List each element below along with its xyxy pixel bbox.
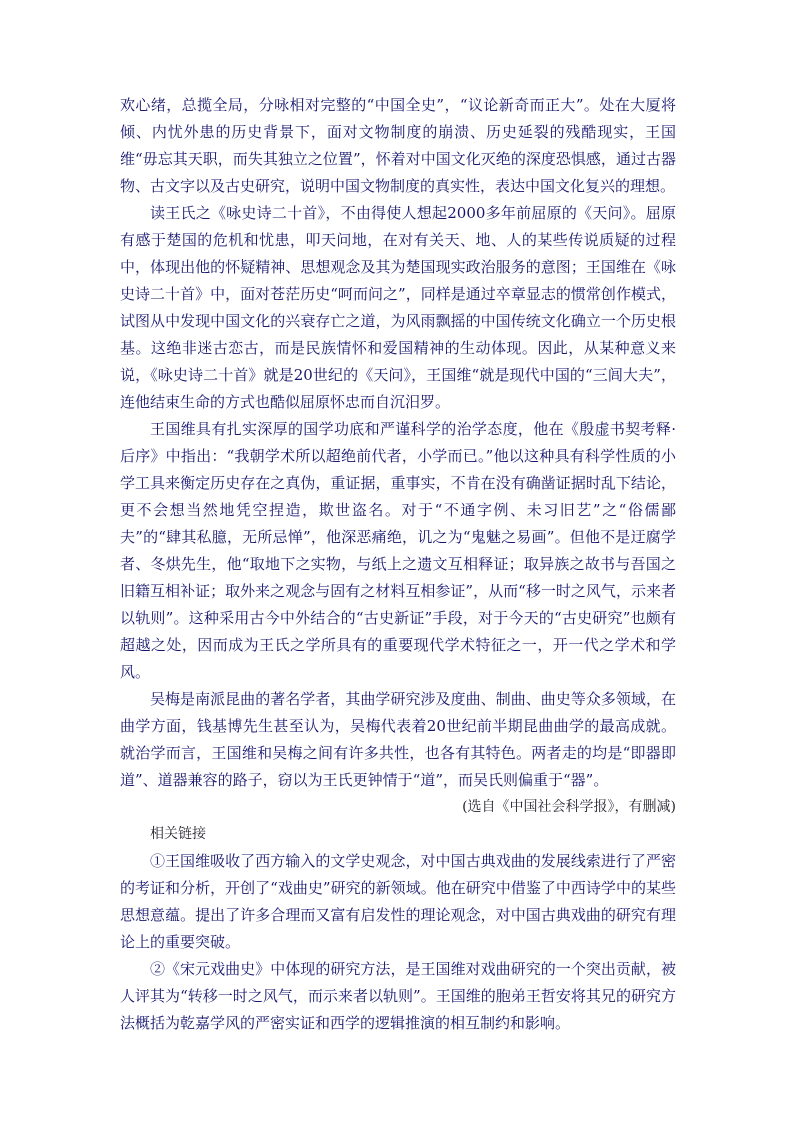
source-citation: (选自《中国社会科学报》，有删减) — [462, 799, 676, 815]
related-link-1: ①王国维吸收了西方输入的文学史观念，对中国古典戏曲的发展线索进行了严密的考证和分析，开创了“戏曲史”研究的新领域。他在研究中借鉴了中西诗学中的某些思想意蕴。提出了许多合理而又富有启发性的理论观念，对中国古典戏曲的研究有理论上的重要突破。 — [120, 852, 676, 951]
article-paragraph-3: 王国维具有扎实深厚的国学功底和严谨科学的治学态度，他在《殷虚书契考释·后序》中指出：“我朝学术所以超绝前代者，小学而已。”他以这种具有科学性质的小学工具来衡定历史存在之真伪，重证据，重事实，不肯在没有确凿证据时乱下结论，更不会想当然地凭空捏造，欺世盗名。对于“不通字例、未习旧艺”之“俗儒鄙夫”的“肆其私臆，无所忌惮”，他深恶痛绝，讥之为“鬼魅之易画”。但他不是迂腐学者、冬烘先生，他“取地下之实物，与纸上之遗文互相释证；取异族之故书与吾国之旧籍互相补证；取外来之观念与固有之材料互相参证”，从而“移一时之风气，示来者以轨则”。这种采用古今中外结合的“古史新证”手段，对于今天的“古史研究”也颇有超越之处，因而成为王氏之学所具有的重要现代学术特征之一，开一代之学术和学风。 — [120, 420, 676, 681]
article-paragraph-1: 欢心绪，总揽全局，分咏相对完整的“中国全史”，“议论新奇而正大”。处在大厦将倾、内忧外患的历史背景下，面对文物制度的崩溃、历史延裂的残酷现实，王国维“毋忘其天职，而失其独立之位置”，怀着对中国文化灭绝的深度恐惧感，通过古器物、古文字以及古史研究，说明中国文物制度的真实性，表达中国文化复兴的理想。 — [120, 96, 676, 195]
article-body — [120, 92, 676, 1037]
related-link-2: ②《宋元戏曲史》中体现的研究方法，是王国维对戏曲研究的一个突出贡献，被人评其为“转移一时之风气，而示来者以轨则”。王国维的胞弟王哲安将其兄的研究方法概括为乾嘉学风的严密实证和西学的逻辑推演的相互制约和影响。 — [120, 960, 676, 1032]
article-paragraph-4: 吴梅是南派昆曲的著名学者，其曲学研究涉及度曲、制曲、曲史等众多领域，在曲学方面，钱基博先生甚至认为，吴梅代表着20世纪前半期昆曲曲学的最高成就。就治学而言，王国维和吴梅之间有许多共性，也各有其特色。两者走的均是“即器即道”、道器兼容的路子，窃以为王氏更钟情于“道”，而吴氏则偏重于“器”。 — [120, 690, 676, 789]
article-paragraph-2: 读王氏之《咏史诗二十首》，不由得使人想起2000多年前屈原的《天问》。屈原有感于楚国的危机和忧患，叩天问地，在对有关天、地、人的某些传说质疑的过程中，体现出他的怀疑精神、思想观念及其为楚国现实政治服务的意图；王国维在《咏史诗二十首》中，面对苍茫历史“呵而问之”，同样是通过卒章显志的惯常创作模式，试图从中发现中国文化的兴衰存亡之道，为风雨飘摇的中国传统文化确立一个历史根基。这绝非迷古恋古，而是民族情怀和爱国精神的生动体现。因此，从某种意义来说，《咏史诗二十首》就是20世纪的《天问》，王国维“就是现代中国的“三闾大夫”，连他结束生命的方式也酷似屈原怀忠而自沉汨罗。 — [120, 204, 676, 411]
related-links-heading: 相关链接 — [150, 826, 206, 842]
